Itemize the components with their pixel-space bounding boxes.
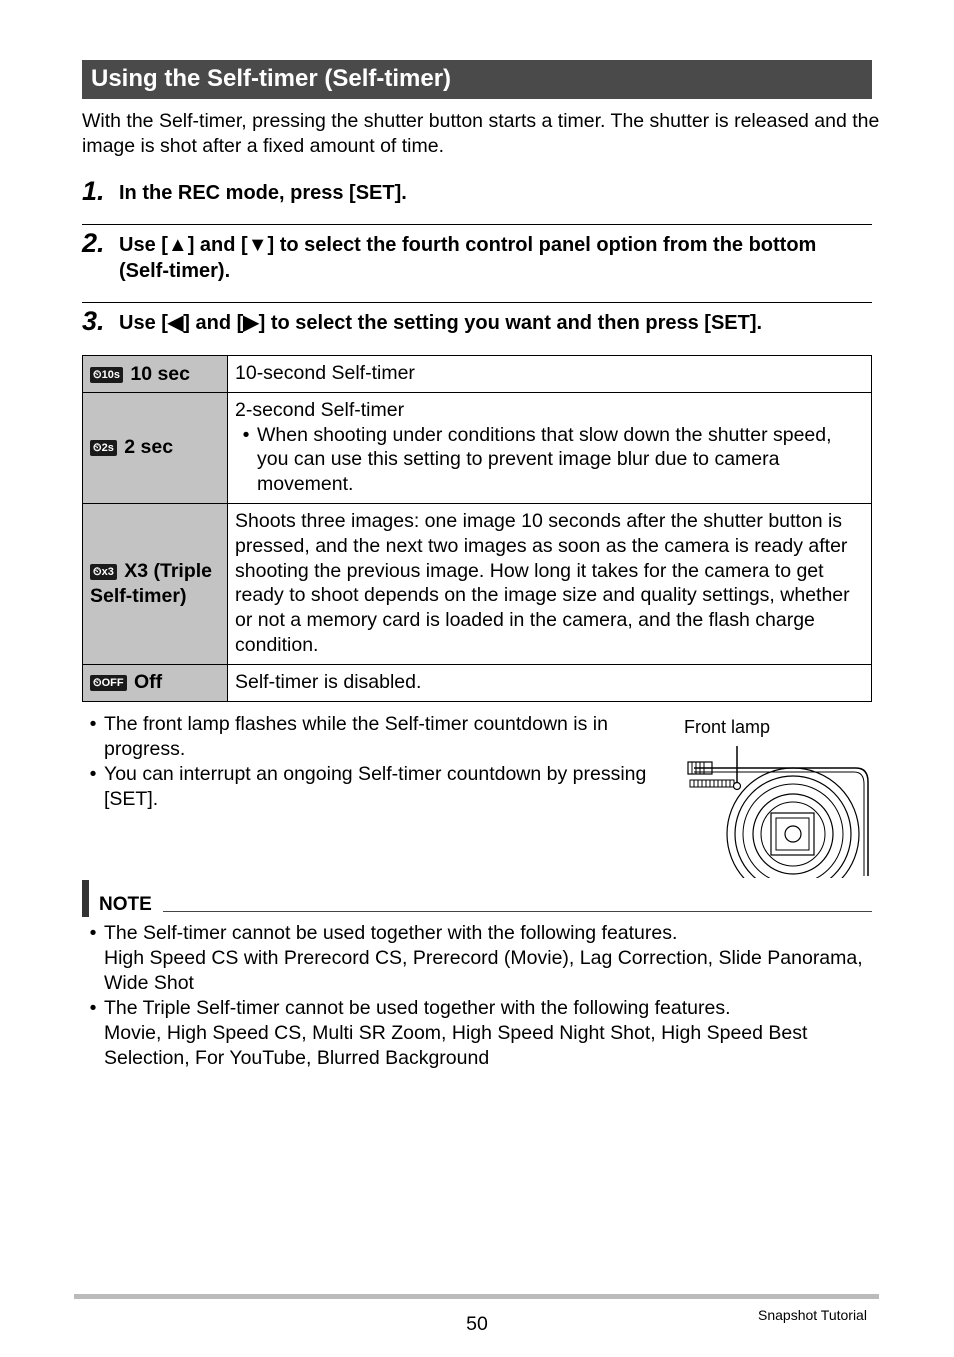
mode-description: 2-second Self-timer <box>235 398 405 421</box>
mode-description-cell <box>228 392 872 503</box>
note-text: The Triple Self-timer cannot be used together with the following features. <box>104 997 731 1019</box>
figure-label: Front lamp <box>684 717 771 737</box>
tip-text: The front lamp flashes while the Self-timer countdown is in progress. <box>104 713 608 760</box>
list-item: • The Triple Self-timer cannot be used together with the following features. Movie, High Speed CS, Multi SR Zoom, High Speed Night Shot, High Speed Best Selection, For YouTube, Blurred Background <box>82 996 872 1071</box>
mode-label: X3 (Triple Self-timer) <box>90 560 213 607</box>
mode-label-cell <box>83 664 228 701</box>
table-row <box>83 356 872 393</box>
section-title: Using the Self-timer (Self-timer) <box>91 65 452 92</box>
step-3-text: Use [◀] and [▶] to select the setting you want and then press [SET]. <box>119 312 763 334</box>
step-2-number: 2. <box>82 228 105 258</box>
tips-list <box>82 712 657 812</box>
list-item: • You can interrupt an ongoing Self-timer countdown by pressing [SET]. <box>82 762 657 812</box>
mode-label: Off <box>134 671 163 694</box>
note-label: NOTE <box>99 894 152 915</box>
intro-paragraph: With the Self-timer, pressing the shutter button starts a timer. The shutter is released and the image is shot after a fixed amount of time. <box>82 110 880 157</box>
camera-front-illustration <box>684 742 874 878</box>
note-list <box>82 921 872 1071</box>
mode-description-cell <box>228 503 872 664</box>
step-1-text: In the REC mode, press [SET]. <box>119 182 407 204</box>
step-2-text: Use [▲] and [▼] to select the fourth control panel option from the bottom (Self-timer). <box>119 234 817 282</box>
mode-description: 10-second Self-timer <box>235 362 415 384</box>
footer-section-name: Snapshot Tutorial <box>758 1307 867 1323</box>
tip-text: You can interrupt an ongoing Self-timer countdown by pressing [SET]. <box>104 763 647 810</box>
footer-divider <box>74 1294 879 1299</box>
page-number: 50 <box>466 1313 488 1335</box>
mode-label-cell <box>83 503 228 664</box>
note-detail: High Speed CS with Prerecord CS, Prerecord (Movie), Lag Correction, Slide Panorama, Wide Shot <box>104 947 863 994</box>
note-text: The Self-timer cannot be used together with the following features. <box>104 922 678 944</box>
step-3-number: 3. <box>82 306 105 336</box>
timer-2s-icon: ⏲2s <box>90 440 117 456</box>
mode-description-cell <box>228 664 872 701</box>
mode-label-cell <box>83 356 228 393</box>
mode-description: Self-timer is disabled. <box>235 670 422 693</box>
mode-label: 10 sec <box>130 362 191 385</box>
mode-description: Shoots three images: one image 10 seconds after the shutter button is pressed, and the next two images as soon as the camera is ready after shooting the previous image. How long it takes for the camera to get ready to shoot depends on the image size and quality settings, whether or not a memory card is loaded in the camera, and the flash charge condition. <box>235 509 850 656</box>
timer-triple-icon: ⏲x3 <box>90 564 117 580</box>
section-title-bar <box>82 60 872 99</box>
step-divider <box>82 224 872 225</box>
note-divider <box>163 911 872 912</box>
step-1-number: 1. <box>82 176 105 206</box>
list-item: • The front lamp flashes while the Self-timer countdown is in progress. <box>82 712 657 762</box>
list-item: • The Self-timer cannot be used together with the following features. High Speed CS with Prerecord CS, Prerecord (Movie), Lag Correction, Slide Panorama, Wide Shot <box>82 921 872 996</box>
list-item: • When shooting under conditions that slow down the shutter speed, you can use this setting to prevent image blur due to camera movement. <box>235 423 863 497</box>
table-row <box>83 664 872 701</box>
timer-off-icon: ⏲OFF <box>90 675 127 691</box>
note-marker <box>82 880 89 917</box>
self-timer-modes-table <box>82 355 872 702</box>
mode-description-cell <box>228 356 872 393</box>
mode-label-cell <box>83 392 228 503</box>
table-row <box>83 392 872 503</box>
timer-10s-icon: ⏲10s <box>90 367 123 383</box>
mode-note: When shooting under conditions that slow down the shutter speed, you can use this setting to prevent image blur due to camera movement. <box>257 423 832 496</box>
table-row <box>83 503 872 664</box>
note-detail: Movie, High Speed CS, Multi SR Zoom, High Speed Night Shot, High Speed Best Selection, For YouTube, Blurred Background <box>104 1022 808 1069</box>
step-divider <box>82 302 872 303</box>
mode-label: 2 sec <box>124 436 174 459</box>
